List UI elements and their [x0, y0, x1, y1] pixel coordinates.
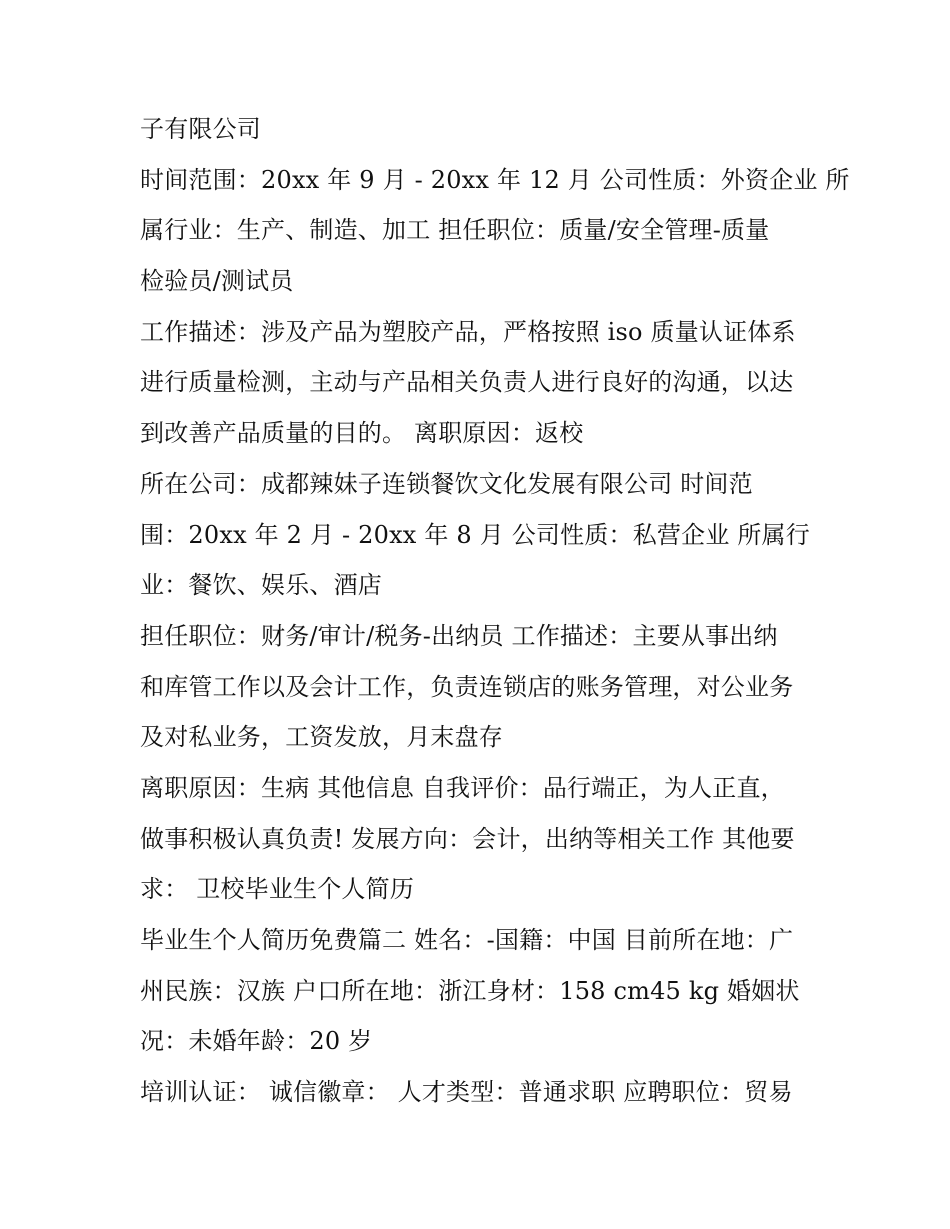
text-line: 检验员/测试员: [140, 267, 294, 296]
text-line: 子有限公司: [140, 115, 261, 143]
resume-text-body: [140, 104, 850, 1118]
text-line: 进行质量检测，主动与产品相关负责人进行良好的沟通，以达: [140, 368, 794, 397]
text-line: 离职原因：生病 其他信息 自我评价：品行端正，为人正直，: [140, 773, 785, 802]
text-line: 所在公司：成都辣妹子连锁餐饮文化发展有限公司 时间范: [140, 469, 753, 498]
text-line: 属行业：生产、制造、加工 担任职位：质量/安全管理-质量: [140, 216, 770, 245]
text-line: 毕业生个人简历免费篇二 姓名：-国籍：中国 目前所在地：广: [140, 926, 794, 954]
text-line: 州民族：汉族 户口所在地：浙江身材：158 cm45 kg 婚姻状: [140, 976, 800, 1005]
text-line: 到改善产品质量的目的。 离职原因：返校: [140, 419, 584, 448]
text-line: 工作描述：涉及产品为塑胶产品，严格按照 iso 质量认证体系: [140, 317, 796, 346]
text-line: 和库管工作以及会计工作，负责连锁店的账务管理，对公业务: [140, 672, 794, 701]
text-line: 做事积极认真负责! 发展方向：会计，出纳等相关工作 其他要: [140, 824, 795, 853]
text-line: 及对私业务，工资发放，月末盘存: [140, 723, 503, 752]
text-line: 培训认证： 诚信徽章： 人才类型：普通求职 应聘职位：贸易: [140, 1078, 793, 1107]
text-line: 时间范围：20xx 年 9 月 - 20xx 年 12 月 公司性质：外资企业 所: [140, 165, 850, 194]
text-line: 业：餐饮、娱乐、酒店: [140, 571, 382, 600]
text-line: 围：20xx 年 2 月 - 20xx 年 8 月 公司性质：私营企业 所属行: [140, 520, 810, 549]
text-line: 求： 卫校毕业生个人简历: [140, 875, 415, 904]
text-line: 况：未婚年龄：20 岁: [140, 1027, 373, 1056]
text-line: 担任职位：财务/审计/税务-出纳员 工作描述：主要从事出纳: [140, 621, 778, 650]
